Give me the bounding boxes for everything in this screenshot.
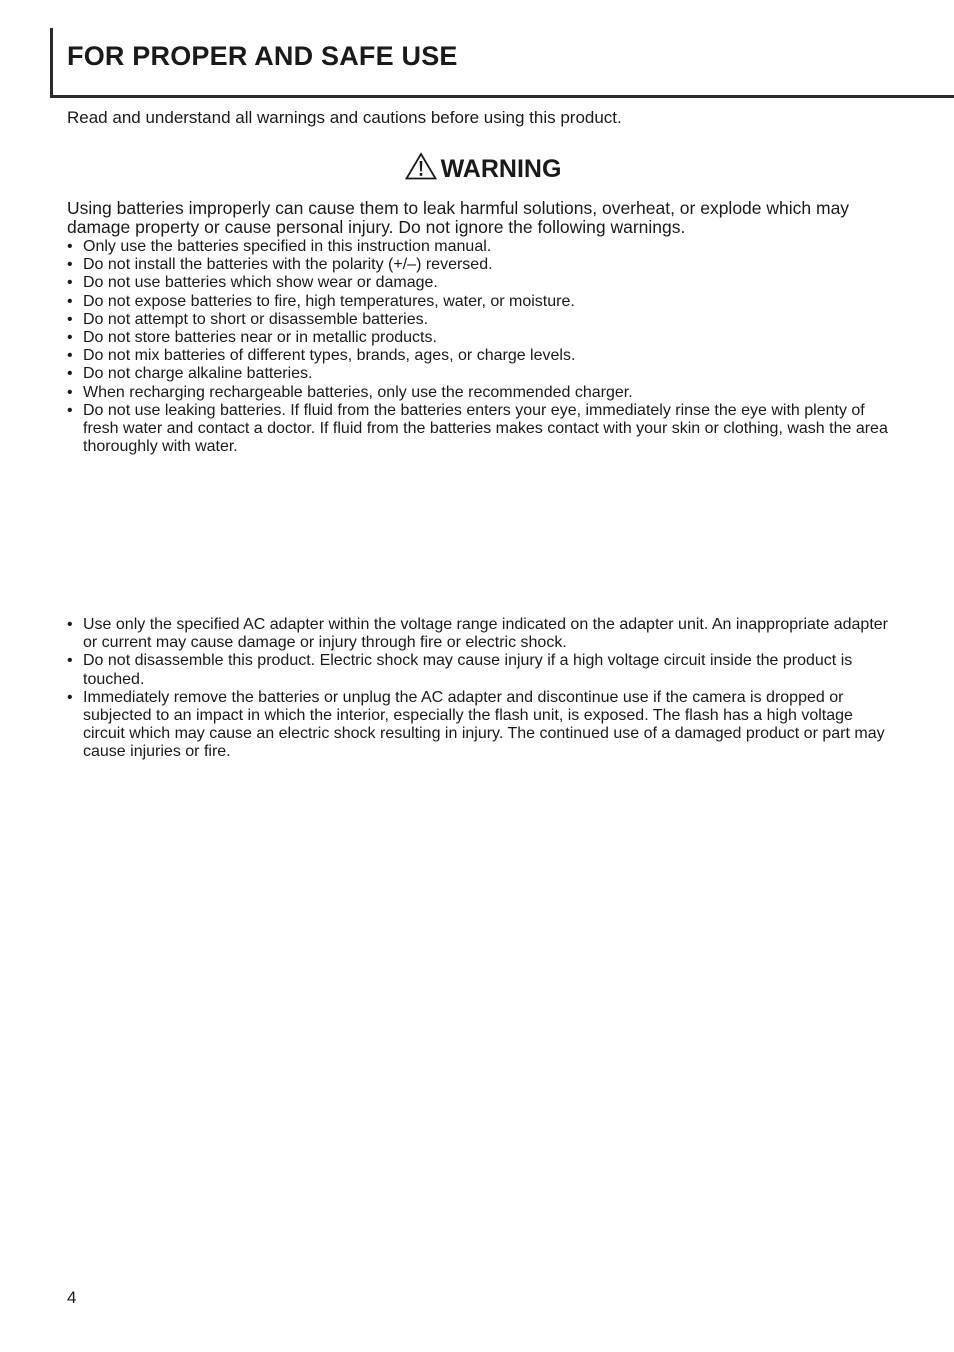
bullet: • <box>67 274 73 292</box>
bullet: • <box>67 383 73 401</box>
list-item: • Do not store batteries near or in metallic products. <box>67 329 437 347</box>
bullet: • <box>67 310 73 328</box>
list-item: • Do not disassemble this product. Electric shock may cause injury if a high voltage circuit inside the product is touched. <box>67 652 853 688</box>
bullet: • <box>67 329 73 347</box>
bullet: • <box>67 688 73 706</box>
bullet: • <box>67 616 73 633</box>
page-number: 4 <box>67 1288 77 1307</box>
general-warning-list <box>67 616 897 762</box>
warning-heading <box>0 152 954 185</box>
intro-text: Read and understand all warnings and cautions before using this product. <box>67 108 622 127</box>
list-item: • Do not install the batteries with the polarity (+/–) reversed. <box>67 256 493 274</box>
bullet: • <box>67 238 73 255</box>
bullet: • <box>67 256 73 274</box>
list-item: • Only use the batteries specified in this instruction manual. <box>67 238 492 255</box>
header-horizontal-rule <box>50 95 954 98</box>
bullet: • <box>67 401 73 419</box>
list-item: • Immediately remove the batteries or unplug the AC adapter and discontinue use if the camera is dropped or subjected to an impact in which the interior, especially the flash unit, is exposed. The flash has a high voltage circuit which may cause an electric shock resulting in injury. The continued use of a damaged product or part may cause injuries or fire. <box>67 688 885 761</box>
bullet: • <box>67 347 73 365</box>
page-title: FOR PROPER AND SAFE USE <box>67 41 458 71</box>
bullet: • <box>67 292 73 310</box>
list-item: • Do not expose batteries to fire, high temperatures, water, or moisture. <box>67 292 575 310</box>
list-item: • Do not charge alkaline batteries. <box>67 365 313 383</box>
list-item: • Do not attempt to short or disassemble batteries. <box>67 310 429 328</box>
warning-triangle-icon <box>405 152 437 180</box>
list-item: • Do not mix batteries of different types, brands, ages, or charge levels. <box>67 347 576 365</box>
header-vertical-rule <box>50 28 53 98</box>
bullet: • <box>67 652 73 670</box>
warning-label: WARNING <box>440 155 562 183</box>
list-item: • Do not use leaking batteries. If fluid from the batteries enters your eye, immediately rinse the eye with plenty of fresh water and contact a doctor. If fluid from the batteries makes contact with your skin or clothing, wash the area thoroughly with water. <box>67 401 888 456</box>
warning-lead-text: Using batteries improperly can cause them to leak harmful solutions, overheat, or explode which may damage property or cause personal injury. Do not ignore the following warnings. <box>67 198 850 237</box>
bullet: • <box>67 365 73 383</box>
battery-warning-list <box>67 238 897 456</box>
list-item: • Use only the specified AC adapter within the voltage range indicated on the adapter unit. An inappropriate adapter or current may cause damage or injury through fire or electric shock. <box>67 616 888 652</box>
list-item: • Do not use batteries which show wear or damage. <box>67 274 438 292</box>
list-item: • When recharging rechargeable batteries, only use the recommended charger. <box>67 383 633 401</box>
